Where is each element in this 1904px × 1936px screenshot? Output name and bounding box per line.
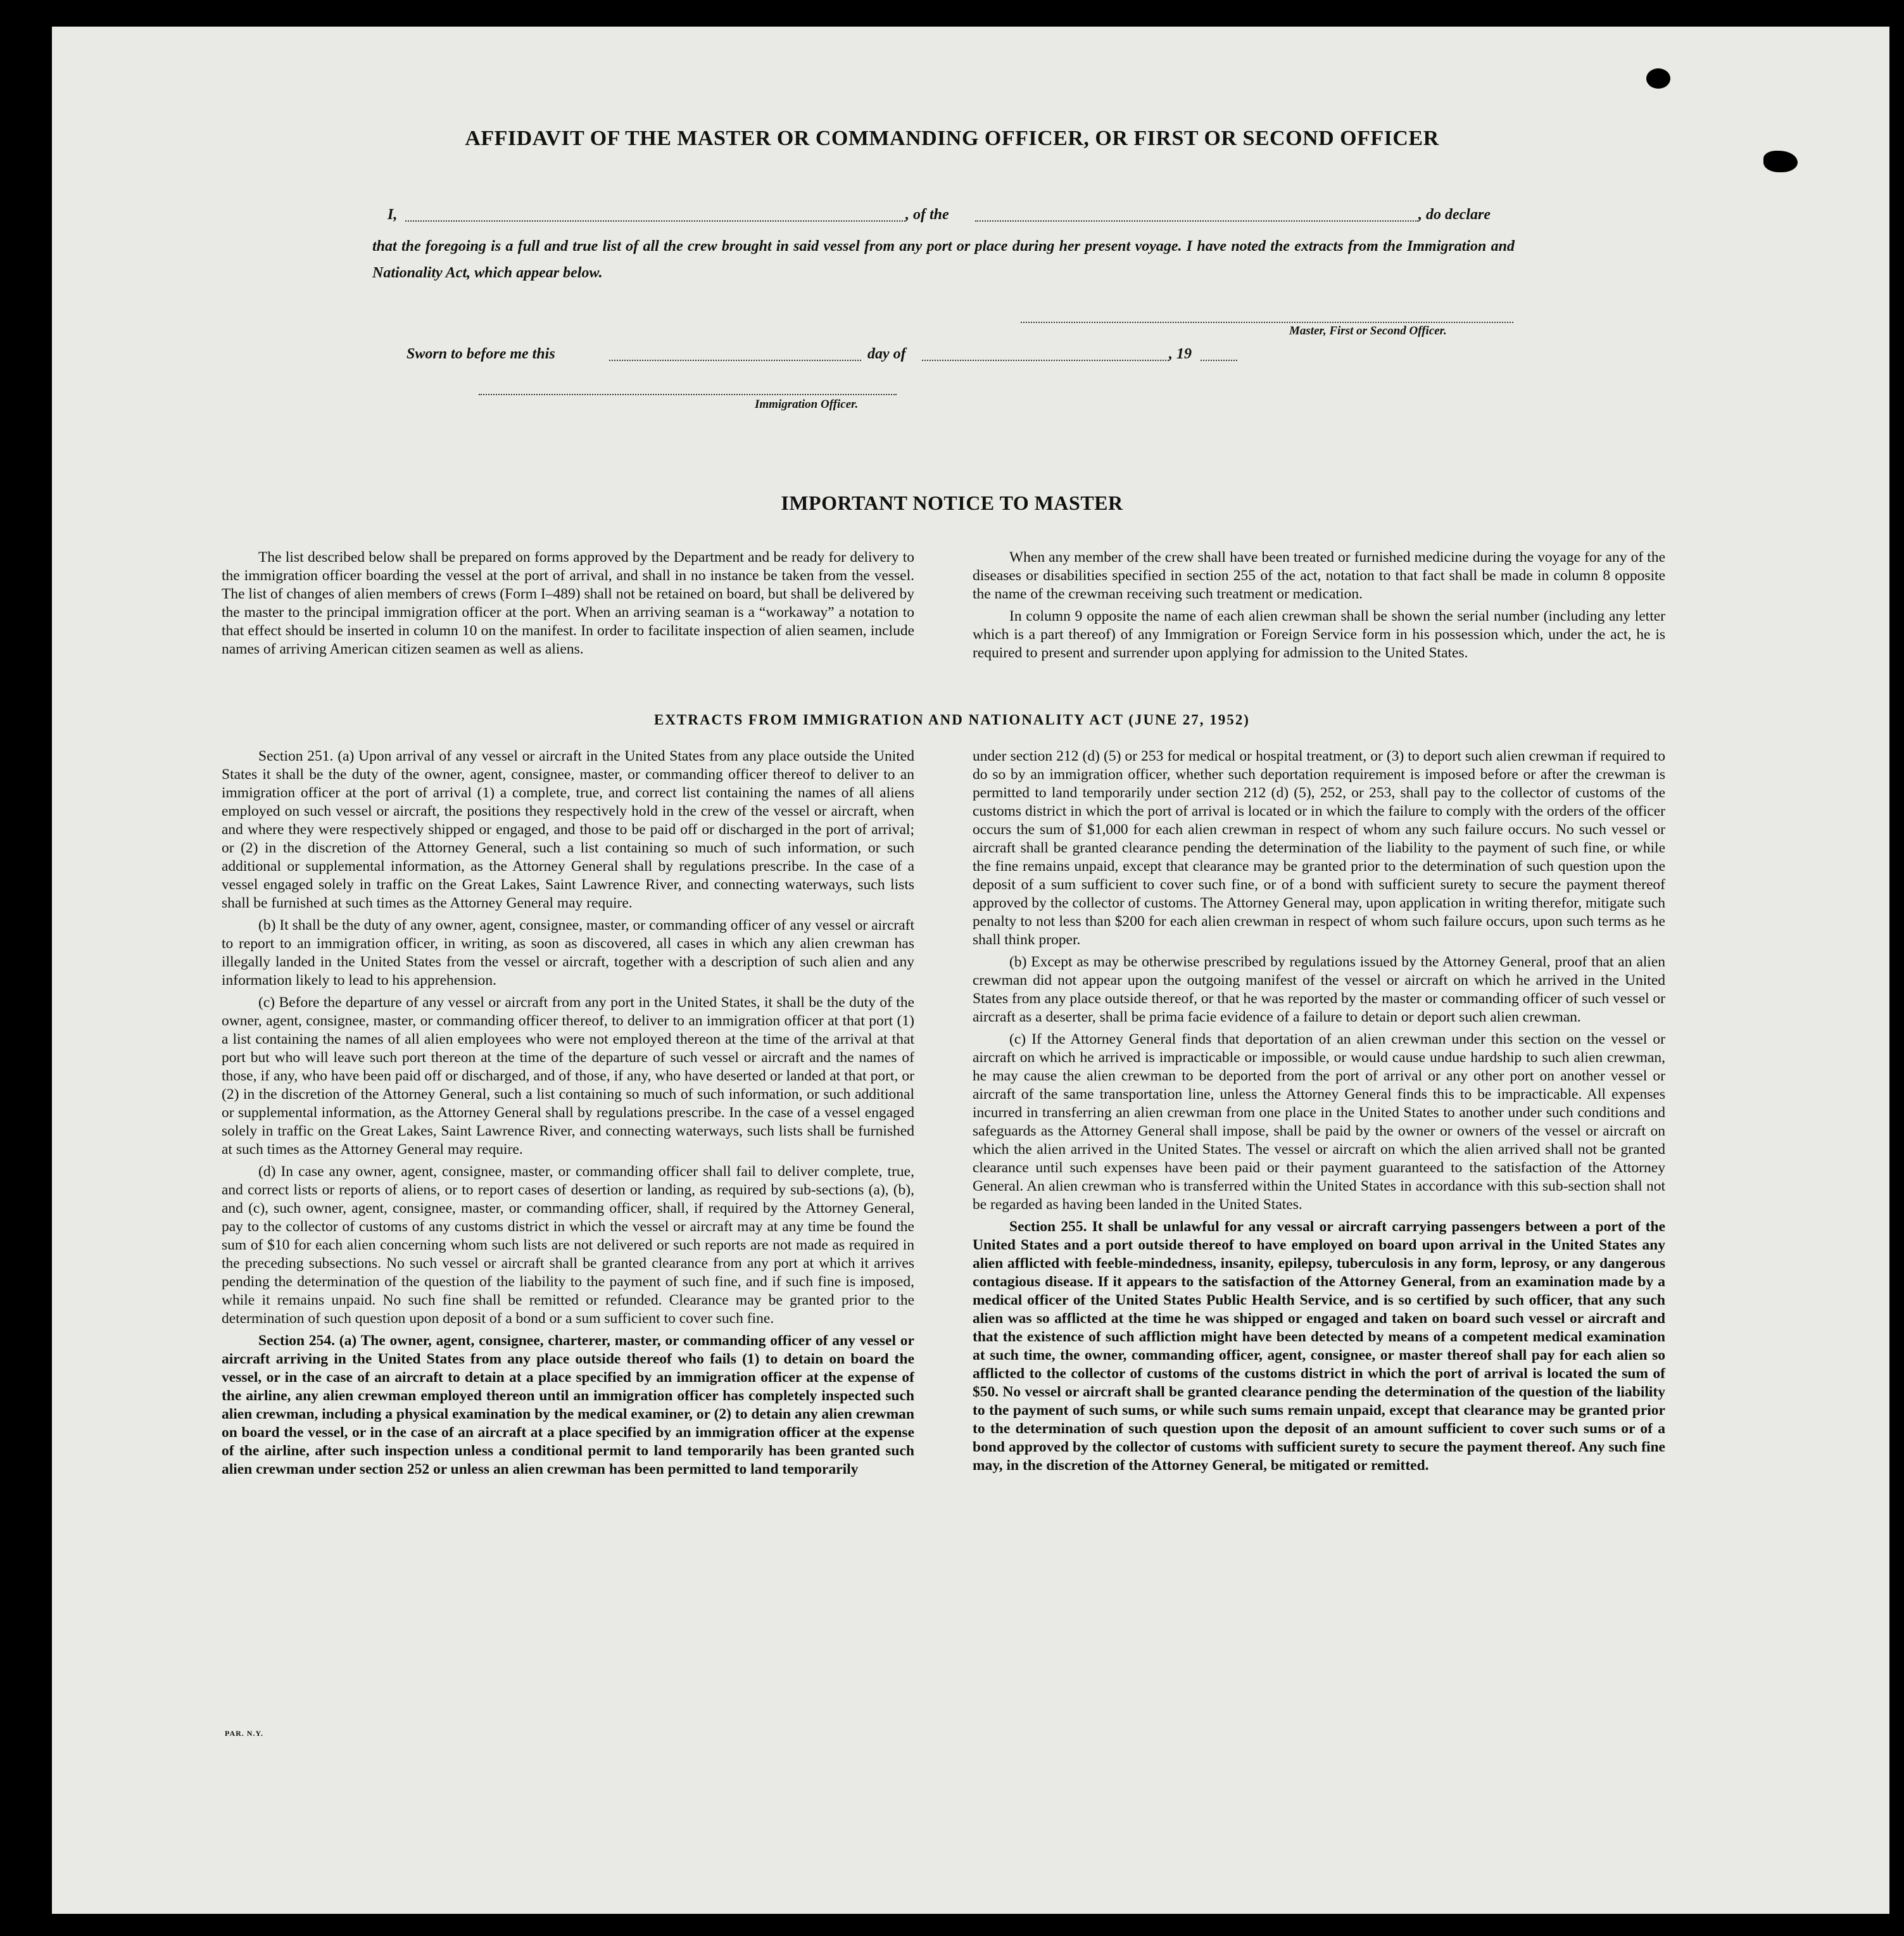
master-signature-label: Master, First or Second Officer. <box>1289 324 1447 338</box>
section-254-a: Section 254. (a) The owner, agent, consignee, charterer, master, or commanding officer of any vessel or aircraft arriving in the United States from any place outside thereof who fails (1) to detain on board the vessel, or in the case of an aircraft to detain at a place specified by an immigration officer at the expense of the airline, any alien crewman employed thereon until an immigration officer has completely inspected such alien crewman, including a physical examination by the medical examiner, or (2) to detain any alien crewman on board the vessel, or in the case of an aircraft at a place specified by an immigration officer at the expense of the airline, after such inspection unless a conditional permit to land temporarily has been granted such alien crewman under section 252 or unless an alien crewman has been permitted to land temporarily <box>222 1332 914 1477</box>
printer-mark: PAR. N.Y. <box>225 1729 264 1738</box>
notice-right-paragraph-2: In column 9 opposite the name of each alien crewman shall be shown the serial number (including any letter which is a part thereof) of any Immigration or Foreign Service form in his possession which, under the act, he is required to present and surrender upon applying for admission to the United States. <box>973 608 1665 661</box>
sworn-year-line[interactable] <box>1201 360 1237 361</box>
year-label: , 19 <box>1169 346 1192 362</box>
notice-left-column <box>222 548 914 662</box>
notice-right-column <box>973 548 1665 666</box>
vessel-line[interactable] <box>975 220 1418 222</box>
master-signature-line[interactable] <box>1021 322 1513 323</box>
ink-spot <box>1646 68 1670 89</box>
section-251-b: (b) It shall be the duty of any owner, agent, consignee, master, or commanding officer of any vessel or aircraft to report to an immigration officer, in writing, as soon as discovered, all cases in which any alien crewman has illegally landed in the United States from the vessel or aircraft, together with a description of such alien and any information likely to lead to his apprehension. <box>222 917 914 989</box>
notice-right-paragraph-1: When any member of the crew shall have been treated or furnished medicine during the voyage for any of the diseases or disabilities specified in section 255 of the act, notation to that fact shall be made in column 8 opposite the name of the crewman receiving such treatment or medication. <box>973 549 1665 602</box>
name-line[interactable] <box>405 220 905 222</box>
ink-spot <box>1763 151 1798 172</box>
sworn-month-line[interactable] <box>922 360 1169 361</box>
extracts-title: EXTRACTS FROM IMMIGRATION AND NATIONALITY ACT (JUNE 27, 1952) <box>654 712 1250 728</box>
extracts-right-column <box>973 747 1665 1479</box>
immigration-officer-label: Immigration Officer. <box>755 398 859 411</box>
section-255: Section 255. It shall be unlawful for any vessal or aircraft carrying passengers between a port of the United States and a port outside thereof to have employed on board upon arrival in the United States any alien afflicted with feeble-mindedness, insanity, epilepsy, tuberculosis in any form, leprosy, or any dangerous contagious disease. If it appears to the satisfaction of the Attorney General, from an examination made by a medical officer of the United States Public Health Service, and is so certified by such officer, that any such alien was so afflicted at the time he was shipped or engaged and taken on board such vessel or aircraft and that the existence of such affliction might have been detected by means of a competent medical examination at such time, the owner, commanding officer, agent, consignee, or master thereof shall pay for each alien so afflicted to the collector of customs of the customs district in which the port of arrival is located the sum of $50. No vessel or aircraft shall be granted clearance pending the determination of the question of the liability to the payment of such sums, or while such sums remain unpaid, except that clearance may be granted prior to the determination of such question upon the deposit of an amount sufficient to cover such sums or of a bond approved by the collector of customs with sufficient surety to secure the payment thereof. Any such fine may, in the discretion of the Attorney General, be mitigated or remitted. <box>973 1218 1665 1474</box>
section-251-d: (d) In case any owner, agent, consignee, master, or commanding officer shall fail to deliver complete, true, and correct lists or reports of aliens, or to report cases of desertion or landing, as required by sub-sections (a), (b), and (c), such owner, agent, consignee, master, or commanding officer, shall, if required by the Attorney General, pay to the collector of customs of any customs district in which the vessel or aircraft may at any time be found the sum of $10 for each alien concerning whom such lists are not delivered or such reports are not made as required in the preceding subsections. No such vessel or aircraft shall be granted clearance from any port at which it arrives pending the determination of the question of the liability to the payment of such fine, and if such fine is imposed, while it remains unpaid. No such fine shall be remitted or refunded. Clearance may be granted prior to the determination of such question upon deposit of a bond or a sum sufficient to cover such fine. <box>222 1163 914 1327</box>
extracts-left-column <box>222 747 914 1483</box>
section-251-a: Section 251. (a) Upon arrival of any vessel or aircraft in the United States from any place outside the United States it shall be the duty of the owner, agent, consignee, master, or commanding officer thereof to deliver to an immigration officer at the port of arrival (1) a complete, true, and correct list containing the names of all aliens employed on such vessel or aircraft, the positions they respectively hold in the crew of the vessel or aircraft, when and where they were respectively shipped or engaged, and those to be paid off or discharged in the port of arrival; or (2) in the discretion of the Attorney General, such a list containing so much of such information, or such additional or supplemental information, as the Attorney General shall by regulations prescribe. In the case of a vessel engaged solely in traffic on the Great Lakes, Saint Lawrence River, and connecting waterways, such lists shall be furnished at such times as the Attorney General may require. <box>222 748 914 911</box>
section-254-c: (c) If the Attorney General finds that deportation of an alien crewman under this section on the vessel or aircraft on which he arrived is impracticable or impossible, or would cause undue hardship to such alien crewman, he may cause the alien crewman to be deported from the port of arrival or any other port on another vessel or aircraft of the same transportation line, unless the Attorney General finds this to be impracticable. All expenses incurred in transferring an alien crewman from one place in the United States to another under such conditions and safeguards as the Attorney General shall impose, shall be paid by the owner or owners of the vessel or aircraft on which the alien arrived in the United States. The vessel or aircraft on which the alien arrived shall not be granted clearance until such expenses have been paid or their payment guaranteed to the satisfaction of the Attorney General. An alien crewman who is transferred within the United States in accordance with this sub-section shall not be regarded as having been landed in the United States. <box>973 1031 1665 1213</box>
do-declare-label: , do declare <box>1418 206 1491 223</box>
section-254-b: (b) Except as may be otherwise prescribed by regulations issued by the Attorney General, proof that an alien crewman did not appear upon the outgoing manifest of the vessel or aircraft on which he arrived in the United States from any place outside thereof, or that he was reported by the master or commanding officer of such vessel or aircraft as a deserter, shall be prima facie evidence of a failure to detain or deport such alien crewman. <box>973 954 1665 1025</box>
sworn-day-line[interactable] <box>609 360 861 361</box>
i-label: I, <box>388 206 398 223</box>
notice-title: IMPORTANT NOTICE TO MASTER <box>781 491 1123 514</box>
notice-left-paragraph: The list described below shall be prepared on forms approved by the Department and be ready for delivery to the immigration officer boarding the vessel at the port of arrival, and shall in no instance be taken from the vessel. The list of changes of alien members of crews (Form I–489) shall not be retained on board, but shall be delivered by the master to the principal immigration officer at the port. When an arriving seaman is a “workaway” a notation to that effect should be inserted in column 10 on the manifest. In order to facilitate inspection of alien seamen, include names of arriving American citizen seamen as well as aliens. <box>222 549 914 657</box>
sworn-label: Sworn to before me this <box>407 346 555 362</box>
immigration-officer-line[interactable] <box>479 394 897 395</box>
section-254-a-continued: under section 212 (d) (5) or 253 for medical or hospital treatment, or (3) to deport such alien crewman if required to do so by an immigration officer, whether such deportation requirement is imposed before or after the crewman is permitted to land temporarily under section 212 (d) (5), 252, or 253, shall pay to the collector of customs of the customs district in which the port of arrival is located or in which the failure to comply with the orders of the officer occurs the sum of $1,000 for each alien crewman in respect of whom any such failure occurs. No such vessel or aircraft shall be granted clearance pending the determination of the liability to the payment of such fine, or while the fine remains unpaid, except that clearance may be granted prior to the determination of such question upon the deposit of a sum sufficient to cover such fine, or of a bond with sufficient surety to secure the payment thereof approved by the collector of customs. The Attorney General may, upon application in writing therefor, mitigate such penalty to not less than $200 for each alien crewman in respect of whom such failure occurs, upon such terms as he shall think proper. <box>973 748 1665 948</box>
of-the-label: , of the <box>905 206 949 223</box>
section-251-c: (c) Before the departure of any vessel or aircraft from any port in the United States, it shall be the duty of the owner, agent, consignee, master, or commanding officer thereof, to deliver to an immigration officer at that port (1) a list containing the names of all alien employees who were not employed thereon at the time of the arrival at that port but who will leave such port thereon at the time of the departure of such vessel or aircraft and the names of those, if any, who have been paid off or discharged, and of those, if any, who have deserted or landed at that port, or (2) in the discretion of the Attorney General, such a list containing so much of such information, or such additional or supplemental information, as the Attorney General shall by regulations prescribe. In the case of a vessel engaged solely in traffic on the Great Lakes, Saint Lawrence River, and connecting waterways, such lists shall be furnished at such times as the Attorney General may require. <box>222 994 914 1158</box>
day-of-label: day of <box>867 346 906 362</box>
affidavit-title: AFFIDAVIT OF THE MASTER OR COMMANDING OFFICER, OR FIRST OR SECOND OFFICER <box>465 127 1439 150</box>
declaration-text: that the foregoing is a full and true list of all the crew brought in said vessel from any port or place during her present voyage. I have noted the extracts from the Immigration and Nationality Act, which appear below. <box>372 238 1515 281</box>
